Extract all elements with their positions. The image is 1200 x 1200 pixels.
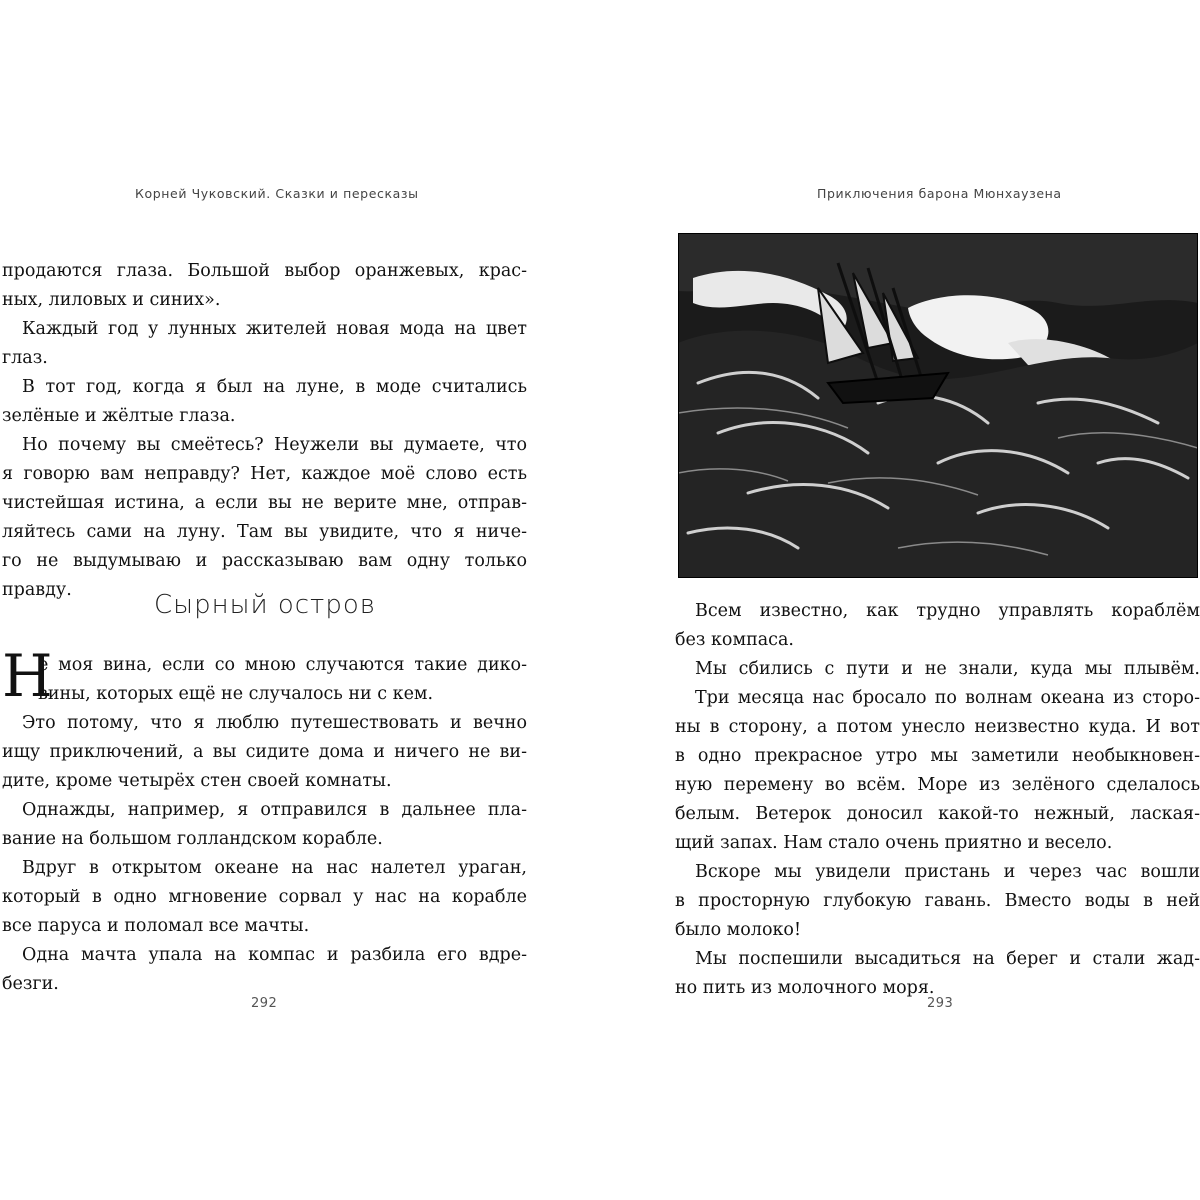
text-line: в просторную глубокую гавань. Вместо воды в ней bbox=[675, 891, 1200, 911]
text-line: ных, лиловых и синих». bbox=[2, 290, 221, 310]
text-line: Одна мачта упала на компас и разбила его вдре- bbox=[22, 945, 527, 965]
text-line: Мы сбились с пути и не знали, куда мы плывём. bbox=[695, 659, 1200, 679]
drop-cap: Н bbox=[2, 642, 53, 710]
text-line: Однажды, например, я отправился в дальнее пла- bbox=[22, 800, 527, 820]
text-line: Вдруг в открытом океане на нас налетел ураган, bbox=[22, 858, 527, 878]
text-line: дите, кроме четырёх стен своей комнаты. bbox=[2, 771, 392, 791]
text-line: е моя вина, если со мною случаются такие дико- bbox=[38, 655, 527, 675]
text-line: было молоко! bbox=[675, 920, 801, 940]
text-line: но пить из молочного моря. bbox=[675, 978, 935, 998]
text-line: глаз. bbox=[2, 348, 48, 368]
text-line: Вскоре мы увидели пристань и через час вошли bbox=[695, 862, 1200, 882]
text-line: в одно прекрасное утро мы заметили необыкновен- bbox=[675, 746, 1200, 766]
stormy-sea-ship-illustration bbox=[678, 233, 1198, 578]
text-line: безги. bbox=[2, 974, 59, 994]
section-heading: Сырный остров bbox=[154, 590, 376, 620]
text-line: чистейшая истина, а если вы не верите мне, отправ- bbox=[2, 493, 527, 513]
text-line: вины, которых ещё не случалось ни с кем. bbox=[38, 684, 434, 704]
text-line: ны в сторону, а потом унесло неизвестно куда. И вот bbox=[675, 717, 1200, 737]
text-line: без компаса. bbox=[675, 630, 794, 650]
text-line: щий запах. Нам стало очень приятно и весело. bbox=[675, 833, 1113, 853]
text-line: Три месяца нас бросало по волнам океана из сторо- bbox=[695, 688, 1200, 708]
right-page bbox=[600, 0, 1200, 1200]
right-text-block bbox=[675, 597, 1200, 1003]
text-line: Это потому, что я люблю путешествовать и вечно bbox=[22, 713, 527, 733]
text-line: го не выдумываю и рассказываю вам одну только bbox=[2, 551, 527, 571]
text-line: продаются глаза. Большой выбор оранжевых, крас- bbox=[2, 261, 527, 281]
text-line: зелёные и жёлтые глаза. bbox=[2, 406, 236, 426]
text-line: Но почему вы смеётесь? Неужели вы думаете, что bbox=[22, 435, 527, 455]
text-line: вание на большом голландском корабле. bbox=[2, 829, 383, 849]
page-number-right: 293 bbox=[927, 996, 954, 1011]
text-line: Мы поспешили высадиться на берег и стали жад- bbox=[695, 949, 1200, 969]
text-line: ляйтесь сами на луну. Там вы увидите, что я ниче- bbox=[2, 522, 527, 542]
text-line: ищу приключений, а вы сидите дома и ничего не ви- bbox=[2, 742, 527, 762]
text-line: правду. bbox=[2, 580, 72, 600]
text-line: Всем известно, как трудно управлять кораблём bbox=[695, 601, 1200, 621]
text-line: белым. Ветерок доносил какой-то нежный, лаская- bbox=[675, 804, 1200, 824]
text-line: все паруса и поломал все мачты. bbox=[2, 916, 310, 936]
text-line: я говорю вам неправду? Нет, каждое моё слово есть bbox=[2, 464, 527, 484]
left-text-block-2 bbox=[2, 651, 527, 999]
page-number-left: 292 bbox=[251, 996, 278, 1011]
text-line: Каждый год у лунных жителей новая мода на цвет bbox=[22, 319, 527, 339]
running-head-right: Приключения барона Мюнхаузена bbox=[817, 186, 1062, 201]
running-head-left: Корней Чуковский. Сказки и пересказы bbox=[135, 186, 419, 201]
left-text-block-1 bbox=[2, 257, 527, 605]
text-line: который в одно мгновение сорвал у нас на корабле bbox=[2, 887, 527, 907]
engraving-image bbox=[678, 233, 1198, 578]
text-line: В тот год, когда я был на луне, в моде считались bbox=[22, 377, 527, 397]
text-line: ную перемену во всём. Море из зелёного сделалось bbox=[675, 775, 1200, 795]
